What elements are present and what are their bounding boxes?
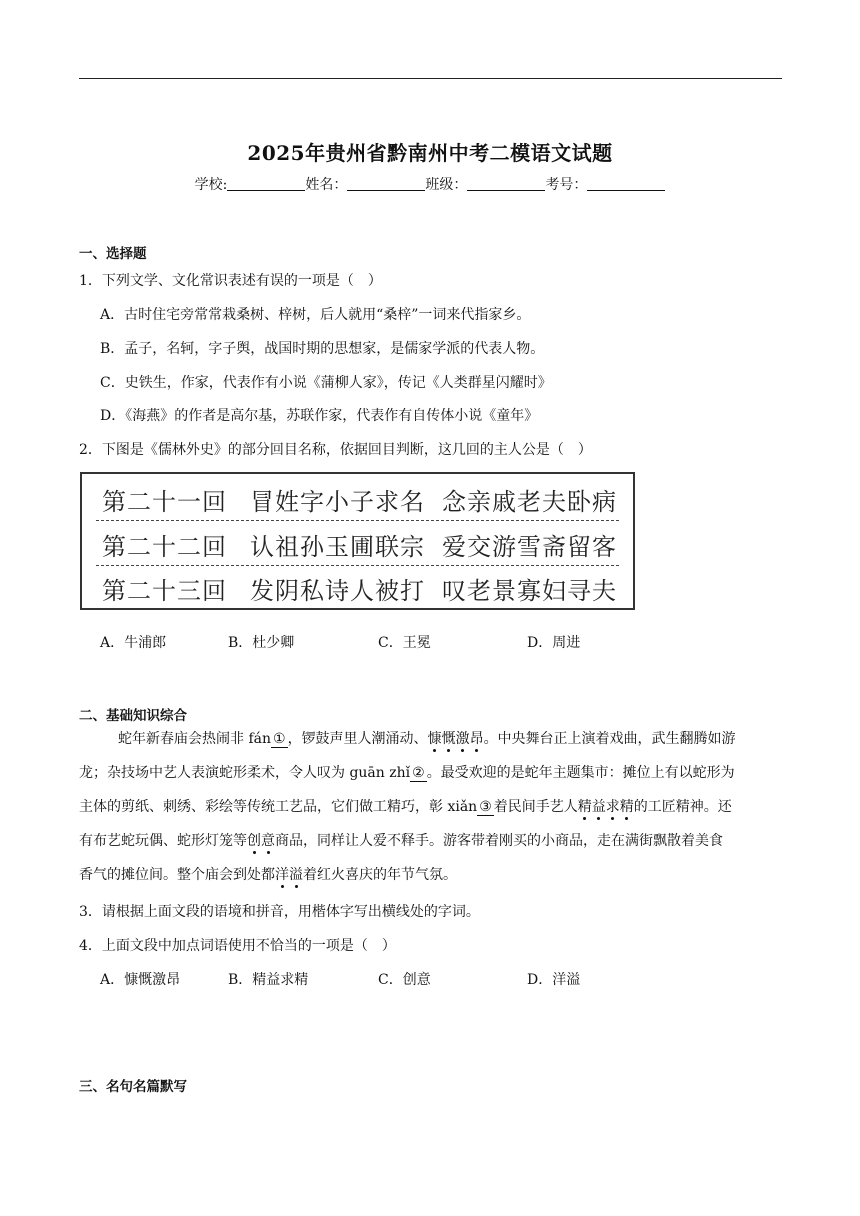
dotted-word-yangyi: [275, 867, 303, 883]
school-label: 学校:: [194, 177, 228, 193]
passage-line: [79, 858, 457, 892]
name-label: 姓名：: [305, 177, 348, 193]
exam-title: 2025年贵州省黔南州中考二模语文试题: [247, 141, 613, 165]
chapter-couplet-second: 念亲戚老夫卧病: [442, 488, 617, 516]
question-2-stem: 2．下图是《儒林外史》的部分回目名称，依据回目判断，这几回的主人公是（ ）: [79, 442, 592, 458]
section-heading-choice: 一、选择题: [79, 246, 147, 262]
passage-line: [118, 722, 736, 756]
class-label: 班级：: [425, 177, 468, 193]
dotted-char: 求: [605, 799, 620, 815]
school-blank: [227, 176, 305, 191]
dotted-char: 溢: [289, 867, 303, 883]
fill-blank-1: ①: [273, 731, 286, 747]
chapter-row: [82, 563, 633, 607]
chapter-number: 第二十三回: [102, 577, 227, 605]
passage-text: ，锣鼓声里人潮涌动、: [287, 731, 428, 747]
question-1-option-b: B．孟子，名轲，字子舆，战国时期的思想家，是儒家学派的代表人物。: [100, 341, 545, 357]
passage-line: [79, 824, 723, 858]
chapter-couplet-second: 叹老景寡妇寻夫: [442, 577, 617, 605]
passage-text: 商品，同样让人爱不释手。游客带着刚买的小商品，走在满街飘散着美食: [275, 833, 723, 849]
passage-text: 香气的摊位间。整个庙会到处都: [79, 867, 275, 883]
dotted-char: 精: [577, 799, 592, 815]
dotted-char: 昂: [469, 731, 484, 747]
question-4-stem: 4．上面文段中加点词语使用不恰当的一项是（ ）: [79, 938, 396, 954]
section-heading-basic-knowledge: 二、基础知识综合: [79, 708, 187, 724]
student-info-line: [0, 174, 860, 194]
chapter-couplet-first: 冒姓字小子求名: [250, 488, 425, 516]
chapter-couplet-first: 认祖孙玉圃联宗: [250, 533, 425, 561]
passage-text: 的工匠精神。还: [633, 799, 732, 815]
question-2-option-c: C．王冕: [378, 635, 431, 651]
name-blank: [347, 176, 425, 191]
question-3-stem: 3．请根据上面文段的语境和拼音，用楷体字写出横线处的字词。: [79, 904, 480, 920]
dotted-char: 激: [455, 731, 470, 747]
passage-text: 有布艺蛇玩偶、蛇形灯笼等: [79, 833, 247, 849]
chapter-number: 第二十二回: [102, 533, 227, 561]
question-4-option-d: D．洋溢: [527, 972, 581, 988]
dotted-char: 创: [247, 833, 261, 849]
chapter-row: [82, 474, 633, 518]
chapter-couplet-second: 爱交游雪斋留客: [442, 533, 617, 561]
question-4-option-c: C．创意: [378, 972, 431, 988]
question-4-option-b: B．精益求精: [228, 972, 309, 988]
class-blank: [467, 176, 545, 191]
dotted-word-kangkaijiang: [428, 731, 484, 747]
exam-no-blank: [587, 176, 665, 191]
dotted-char: 益: [591, 799, 606, 815]
dotted-char: 精: [619, 799, 634, 815]
question-2-option-a: A．牛浦郎: [100, 635, 167, 651]
chapter-row: [82, 519, 633, 563]
dotted-char: 洋: [275, 867, 289, 883]
dotted-char: 慷: [427, 731, 442, 747]
section-heading-recitation: 三、名句名篇默写: [79, 1079, 187, 1095]
passage-text: 。中央舞台正上演着戏曲，武生翻腾如游: [483, 731, 736, 747]
fill-blank-3: ③: [479, 799, 492, 815]
chapter-couplet-first: 发阴私诗人被打: [250, 577, 425, 605]
exam-no-label: 考号：: [545, 177, 588, 193]
dotted-char: 意: [261, 833, 275, 849]
fill-blank-2: ②: [412, 765, 425, 781]
passage-line: [79, 790, 732, 824]
question-2-option-d: D．周进: [527, 635, 581, 651]
question-2-option-b: B．杜少卿: [228, 635, 295, 651]
chapter-number: 第二十一回: [102, 488, 227, 516]
passage-text: 主体的剪纸、刺绣、彩绘等传统工艺品，它们做工精巧，彰 xiǎn: [79, 799, 478, 815]
question-4-option-a: A．慷慨激昂: [100, 972, 181, 988]
passage-text: 着民间手艺人: [493, 799, 578, 815]
header-rule: [79, 78, 782, 79]
dotted-word-jingyiqiujing: [578, 799, 634, 815]
dotted-word-chuangyi: [247, 833, 275, 849]
question-1-option-d: D．《海燕》的作者是高尔基，苏联作家，代表作有自传体小说《童年》: [100, 408, 539, 424]
chapter-titles-figure: [80, 472, 635, 610]
passage-text: 。最受欢迎的是蛇年主题集市：摊位上有以蛇形为: [426, 765, 735, 781]
passage-line: [79, 756, 735, 790]
dotted-char: 慨: [441, 731, 456, 747]
question-1-option-a: A．古时住宅旁常常栽桑树、梓树，后人就用“桑梓”一词来代指家乡。: [100, 307, 531, 323]
passage-text: 龙；杂技场中艺人表演蛇形柔术，令人叹为 guān zhǐ: [79, 765, 411, 781]
question-1-option-c: C．史铁生，作家，代表作有小说《蒲柳人家》，传记《人类群星闪耀时》: [100, 375, 552, 391]
passage-text: 着红火喜庆的年节气氛。: [303, 867, 457, 883]
question-1-stem: 1．下列文学、文化常识表述有误的一项是（ ）: [79, 273, 382, 289]
passage-text: 蛇年新春庙会热闹非 fán: [118, 731, 271, 747]
